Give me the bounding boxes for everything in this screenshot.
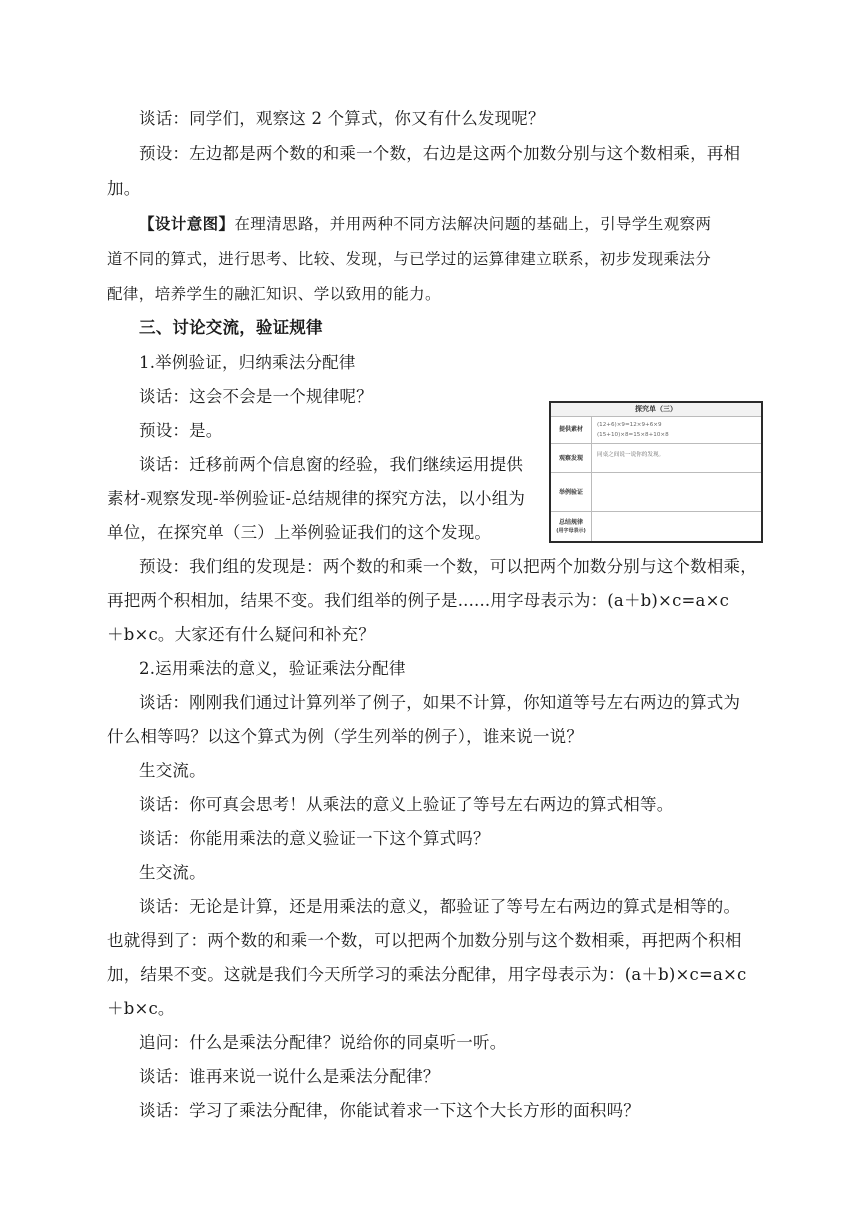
paragraph: 加。	[107, 179, 141, 198]
paragraph: 谈话：你能用乘法的意义验证一下这个算式吗？	[139, 829, 490, 848]
worksheet-row	[551, 416, 761, 444]
paragraph: 生交流。	[139, 761, 206, 780]
paragraph: 谈话：无论是计算，还是用乘法的意义，都验证了等号左右两边的算式是相等的。	[139, 897, 741, 916]
subsection-heading: 2.运用乘法的意义，验证乘法分配律	[139, 659, 406, 678]
worksheet-row-value: 同桌之间说一说你的发现。	[597, 452, 665, 458]
worksheet-row	[551, 512, 761, 541]
paragraph: 素材-观察发现-举例验证-总结规律的探究方法，以小组为	[107, 489, 526, 508]
paragraph: ＋b×c。	[107, 999, 175, 1018]
section-heading: 三、讨论交流，验证规律	[139, 318, 323, 337]
paragraph: 单位，在探究单（三）上举例验证我们的这个发现。	[107, 523, 492, 542]
paragraph: 谈话：迁移前两个信息窗的经验，我们继续运用提供	[139, 455, 524, 474]
paragraph: 预设：我们组的发现是：两个数的和乘一个数，可以把两个加数分别与这个数相乘，	[139, 557, 757, 576]
worksheet-row-label: 举例验证	[551, 473, 592, 511]
subsection-heading: 1.举例验证，归纳乘法分配律	[139, 353, 356, 372]
worksheet-row-label: 提供素材	[551, 416, 592, 443]
paragraph: 谈话：同学们，观察这 2 个算式，你又有什么发现呢？	[139, 109, 545, 128]
design-intent-line: 【设计意图】在理清思路，并用两种不同方法解决问题的基础上，引导学生观察两	[139, 215, 712, 233]
worksheet-row-label: 总结规律 (用字母表示)	[551, 512, 592, 541]
paragraph: 配律，培养学生的融汇知识、学以致用的能力。	[107, 285, 441, 303]
paragraph: 谈话：学习了乘法分配律，你能试着求一下这个大长方形的面积吗？	[139, 1101, 640, 1120]
paragraph: 预设：左边都是两个数的和乘一个数，右边是这两个加数分别与这个数相乘，再相	[139, 144, 741, 163]
paragraph: 追问：什么是乘法分配律？说给你的同桌听一听。	[139, 1033, 507, 1052]
paragraph: 谈话：这会不会是一个规律呢？	[139, 387, 373, 406]
paragraph: ＋b×c。大家还有什么疑问和补充？	[107, 625, 376, 644]
paragraph: 谈话：谁再来说一说什么是乘法分配律？	[139, 1067, 440, 1086]
worksheet-title: 探究单（三）	[551, 403, 761, 417]
design-intent-label: 【设计意图】	[139, 215, 235, 233]
worksheet-figure	[549, 401, 763, 543]
paragraph: 预设：是。	[139, 421, 223, 440]
paragraph: 也就得到了：两个数的和乘一个数，可以把两个加数分别与这个数相乘，再把两个积相	[107, 931, 742, 950]
paragraph: 道不同的算式，进行思考、比较、发现，与已学过的运算律建立联系，初步发现乘法分	[107, 250, 712, 268]
paragraph: 加，结果不变。这就是我们今天所学习的乘法分配律，用字母表示为：(a＋b)×c=a×c	[107, 965, 747, 984]
paragraph: 谈话：刚刚我们通过计算列举了例子，如果不计算，你知道等号左右两边的算式为	[139, 693, 741, 712]
worksheet-row-label: 观察发现	[551, 444, 592, 472]
worksheet-row-value: (12+6)×9=12×9+6×9 (15+10)×8=15×8+10×8	[597, 421, 669, 438]
paragraph: 再把两个积相加，结果不变。我们组举的例子是......用字母表示为：(a＋b)×c=a×c	[107, 591, 730, 610]
paragraph: 谈话：你可真会思考！从乘法的意义上验证了等号左右两边的算式相等。	[139, 795, 674, 814]
paragraph: 什么相等吗？以这个算式为例（学生列举的例子），谁来说一说？	[107, 727, 584, 746]
paragraph: 生交流。	[139, 863, 206, 882]
worksheet-row	[551, 444, 761, 473]
worksheet-row	[551, 473, 761, 512]
